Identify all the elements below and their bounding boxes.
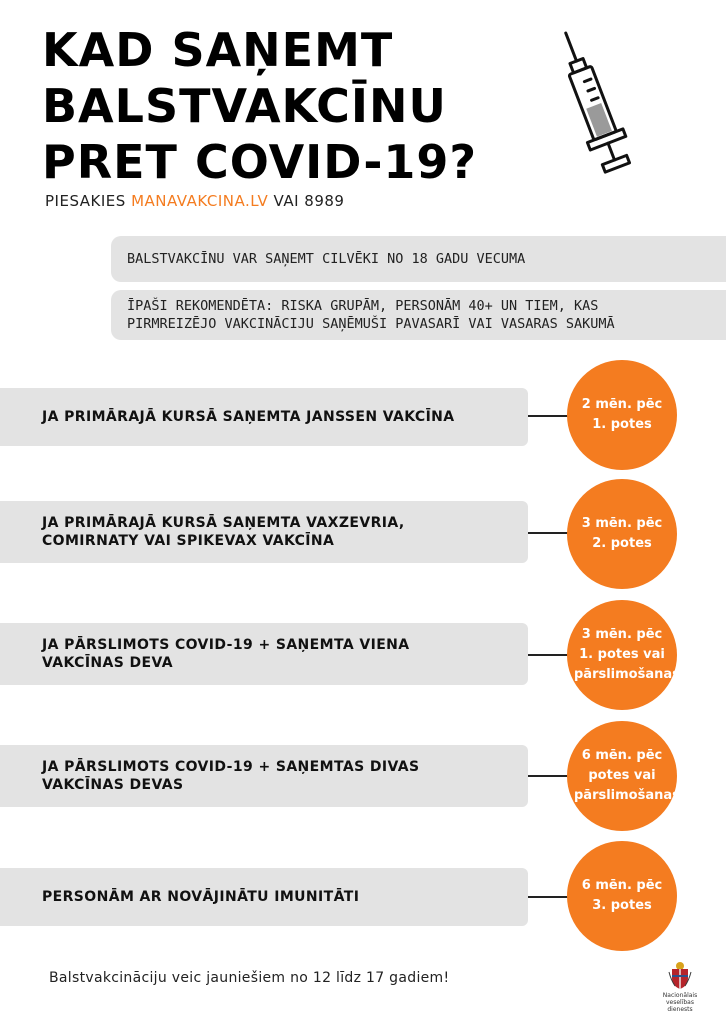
- timing-text: 6 mēn. pēc potes vai pārslimošanas: [574, 748, 680, 803]
- page-title: [42, 22, 477, 190]
- condition-line-1: PERSONĀM AR NOVĀJINĀTU IMUNITĀTI: [42, 889, 360, 905]
- connector-line: [528, 415, 568, 417]
- recommendation-line-2: PIRMREIZĒJO VAKCINĀCIJU SAŅĒMUŠI PAVASARĪ VAI VASARAS SAKUMĀ: [127, 316, 615, 332]
- connector-line: [528, 896, 568, 898]
- title-line-3: PRET COVID-19?: [42, 135, 478, 189]
- organization-name-line-2: dienests: [667, 1006, 693, 1013]
- schedule-row: [0, 477, 726, 597]
- condition-line-1: JA PĀRSLIMOTS COVID-19 + SAŅEMTA VIENA: [42, 637, 410, 653]
- timing-badge: [567, 841, 677, 951]
- timing-badge: [567, 721, 680, 831]
- schedule-condition: [0, 745, 528, 807]
- condition-line-1: JA PRIMĀRAJĀ KURSĀ SAŅEMTA JANSSEN VAKCĪNA: [42, 409, 455, 425]
- timing-text: 3 mēn. pēc 2. potes: [581, 516, 663, 551]
- footer-note: Balstvakcināciju veic jauniešiem no 12 līdz 17 gadiem!: [49, 970, 450, 986]
- connector-line: [528, 775, 568, 777]
- recommendation-line-1: ĪPAŠI REKOMENDĒTA: RISKA GRUPĀM, PERSONĀM 40+ UN TIEM, KAS: [127, 298, 599, 314]
- signup-line: [45, 192, 344, 210]
- timing-badge: [567, 479, 677, 589]
- coat-of-arms-icon: [667, 960, 693, 990]
- timing-badge: [567, 600, 680, 710]
- schedule-condition: [0, 623, 528, 685]
- condition-line-2: COMIRNATY VAI SPIKEVAX VAKCĪNA: [42, 533, 335, 549]
- timing-badge: [567, 360, 677, 470]
- signup-website-link[interactable]: MANAVAKCINA.LV: [131, 192, 269, 210]
- schedule-row: [0, 840, 726, 960]
- schedule-row: [0, 598, 726, 718]
- organization-name: [650, 992, 710, 1013]
- age-info-box: [111, 236, 726, 282]
- signup-prefix: PIESAKIES: [45, 192, 126, 210]
- condition-line-1: JA PRIMĀRAJĀ KURSĀ SAŅEMTA VAXZEVRIA,: [42, 515, 405, 531]
- title-line-1: KAD SAŅEMT: [42, 23, 394, 77]
- signup-phone: VAI 8989: [273, 192, 345, 210]
- timing-text: 2 mēn. pēc 1. potes: [581, 397, 663, 432]
- timing-text: 3 mēn. pēc 1. potes vai pārslimošanas: [574, 627, 680, 682]
- schedule-condition: [0, 868, 528, 926]
- schedule-condition: [0, 388, 528, 446]
- connector-line: [528, 532, 568, 534]
- schedule-row: [0, 720, 726, 840]
- connector-line: [528, 654, 568, 656]
- organization-name-line-1: Nacionālais veselības: [662, 992, 698, 1006]
- organization-logo: [650, 960, 710, 1013]
- title-line-2: BALSTVAKCĪNU: [42, 79, 447, 133]
- condition-line-1: JA PĀRSLIMOTS COVID-19 + SAŅEMTAS DIVAS: [42, 759, 420, 775]
- schedule-row: [0, 355, 726, 475]
- syringe-icon: [548, 24, 638, 184]
- schedule-condition: [0, 501, 528, 563]
- condition-line-2: VAKCĪNAS DEVA: [42, 655, 174, 671]
- condition-line-2: VAKCĪNAS DEVAS: [42, 777, 184, 793]
- age-info-text: BALSTVAKCĪNU VAR SAŅEMT CILVĒKI NO 18 GADU VECUMA: [127, 251, 526, 267]
- timing-text: 6 mēn. pēc 3. potes: [581, 878, 663, 913]
- recommendation-info-box: [111, 290, 726, 340]
